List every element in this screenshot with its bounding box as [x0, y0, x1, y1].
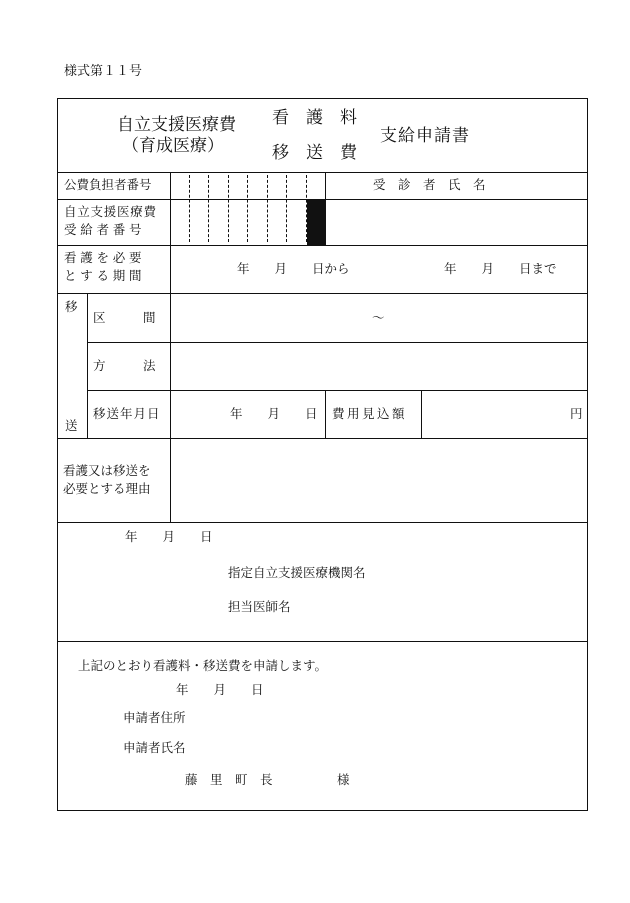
digit-separator: [208, 175, 209, 242]
form-number: 様式第１１号: [64, 64, 143, 79]
digit-separator: [247, 175, 248, 242]
period-to: 年 月 日まで: [444, 261, 557, 276]
divider: [57, 172, 588, 173]
transfer-date-label: 移送年月日: [93, 406, 161, 421]
reason-label-line2: 必要とする理由: [63, 481, 151, 496]
divider: [87, 293, 88, 438]
addressee: 藤 里 町 長: [185, 772, 273, 787]
divider: [57, 438, 588, 439]
reason-label-line1: 看護又は移送を: [63, 463, 151, 478]
header-item-nursing: 看 護 料: [272, 108, 357, 128]
method-label: 方 法: [93, 358, 156, 373]
divider: [57, 293, 588, 294]
divider: [57, 245, 588, 246]
header-subtitle: （育成医療）: [122, 136, 224, 156]
doctor-date: 年 月 日: [125, 529, 213, 544]
divider: [87, 390, 588, 391]
application-date: 年 月 日: [176, 682, 264, 697]
header-suffix: 支給申請書: [380, 126, 470, 146]
digit-separator: [286, 175, 287, 242]
divider: [170, 172, 171, 522]
recipient-label-line1: 自立支援医療費: [64, 204, 157, 219]
period-from: 年 月 日から: [237, 261, 350, 276]
transfer-label-bottom: 送: [65, 418, 78, 433]
section-tilde: ～: [372, 310, 385, 325]
divider: [87, 342, 588, 343]
filled-digit-box: [307, 199, 325, 245]
transfer-label-top: 移: [65, 299, 78, 314]
nursing-period-label-line2: とする期間: [64, 268, 146, 283]
digit-separator: [267, 175, 268, 242]
divider: [325, 390, 326, 438]
divider: [421, 390, 422, 438]
transfer-date: 年 月 日: [230, 406, 318, 421]
digit-separator: [228, 175, 229, 242]
nursing-period-label-line1: 看護を必要: [64, 250, 146, 265]
divider: [57, 641, 588, 642]
digit-separator: [189, 175, 190, 242]
header-item-transfer: 移 送 費: [272, 143, 357, 163]
applicant-address-label: 申請者住所: [123, 710, 186, 725]
institution-label: 指定自立支援医療機関名: [228, 565, 366, 580]
patient-name-label: 受 診 者 氏 名: [373, 177, 486, 192]
public-payer-label: 公費負担者番号: [64, 177, 152, 192]
recipient-label-line2: 受給者番号: [64, 222, 146, 237]
application-statement: 上記のとおり看護料・移送費を申請します。: [78, 658, 328, 673]
honorific: 様: [337, 772, 350, 787]
divider: [325, 172, 326, 245]
section-label: 区 間: [93, 310, 156, 325]
cost-unit: 円: [570, 406, 583, 421]
cost-label: 費用見込額: [332, 406, 408, 421]
header-title: 自立支援医療費: [117, 115, 236, 135]
divider: [57, 522, 588, 523]
applicant-name-label: 申請者氏名: [123, 740, 186, 755]
doctor-label: 担当医師名: [228, 599, 291, 614]
